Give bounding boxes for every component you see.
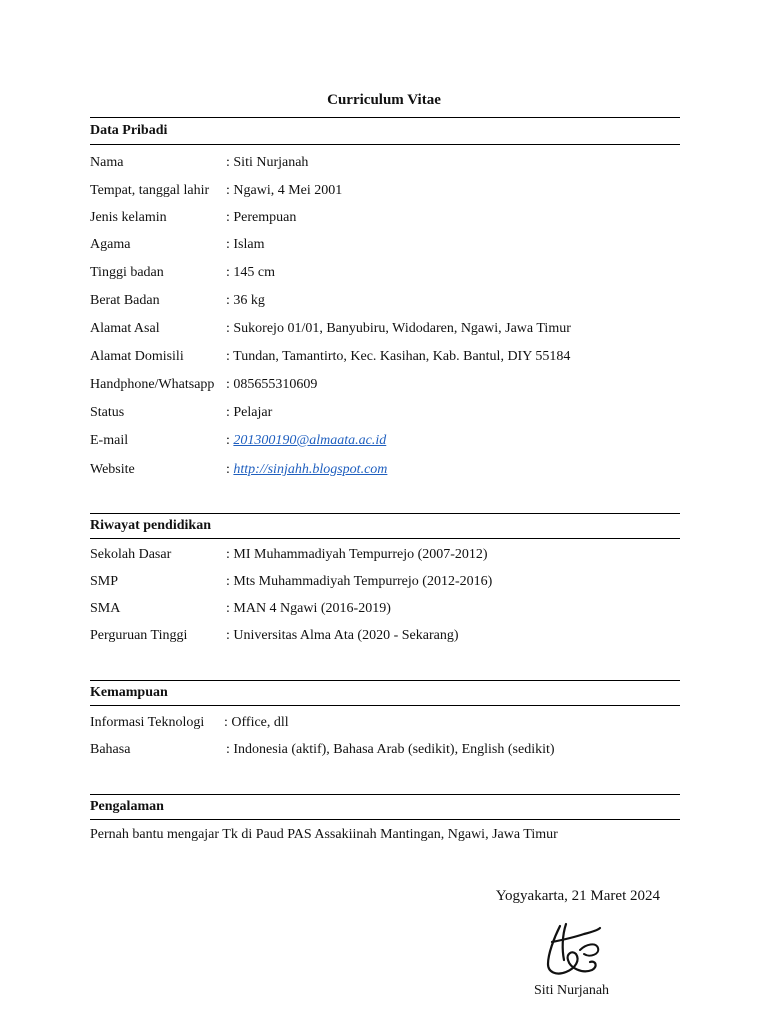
field-row-nama [90, 153, 680, 173]
field-label: Perguruan Tinggi [90, 628, 188, 643]
field-value: : Perempuan [226, 210, 297, 225]
field-row-website [90, 460, 680, 480]
field-row-jenis-kelamin [90, 208, 680, 228]
email-link[interactable]: 201300190@almaata.ac.id [233, 433, 387, 448]
field-value: : Indonesia (aktif), Bahasa Arab (sedikit), English (sedikit) [226, 742, 555, 757]
field-label: Alamat Asal [90, 321, 160, 336]
field-label: Bahasa [90, 742, 131, 757]
field-colon: : [226, 433, 234, 448]
place-and-date: Yogyakarta, 21 Maret 2024 [495, 888, 660, 904]
field-row-informasi-teknologi [90, 713, 680, 733]
field-label: E-mail [90, 433, 129, 448]
field-row-sma [90, 599, 680, 619]
field-label: Handphone/Whatsapp [90, 377, 215, 392]
field-value: : 145 cm [226, 265, 275, 280]
field-label: Tempat, tanggal lahir [90, 183, 210, 198]
field-colon: : [226, 462, 234, 477]
field-value: : MI Muhammadiyah Tempurrejo (2007-2012) [226, 547, 488, 562]
field-label: SMA [90, 601, 121, 616]
signature-image [540, 920, 606, 980]
field-row-alamat-domisili [90, 347, 680, 367]
field-value [226, 431, 386, 451]
field-row-tempat-tanggal-lahir [90, 181, 680, 201]
field-row-berat-badan [90, 291, 680, 311]
field-row-sekolah-dasar [90, 545, 680, 565]
field-value: : 36 kg [226, 293, 265, 308]
field-row-alamat-asal [90, 319, 680, 339]
section-heading-data-pribadi: Data Pribadi [90, 117, 680, 145]
section-heading-pengalaman: Pengalaman [90, 794, 680, 820]
field-value: : Pelajar [226, 405, 273, 420]
field-value [226, 460, 387, 480]
field-value: : Universitas Alma Ata (2020 - Sekarang) [226, 628, 459, 643]
field-label: Status [90, 405, 125, 420]
field-label: Alamat Domisili [90, 349, 184, 364]
field-value: : Tundan, Tamantirto, Kec. Kasihan, Kab. Bantul, DIY 55184 [226, 349, 571, 364]
website-link[interactable]: http://sinjahh.blogspot.com [233, 462, 388, 477]
field-row-tinggi-badan [90, 263, 680, 283]
field-label: Informasi Teknologi [90, 715, 205, 730]
signer-name: Siti Nurjanah [534, 983, 610, 998]
field-label: Jenis kelamin [90, 210, 167, 225]
field-label: Nama [90, 155, 124, 170]
field-value: : Siti Nurjanah [226, 155, 309, 170]
field-value: : Ngawi, 4 Mei 2001 [226, 183, 343, 198]
field-row-bahasa [90, 740, 680, 760]
field-label: Agama [90, 237, 131, 252]
field-value: : Sukorejo 01/01, Banyubiru, Widodaren, Ngawi, Jawa Timur [226, 321, 571, 336]
field-row-agama [90, 235, 680, 255]
field-value: : Islam [226, 237, 265, 252]
field-label: Tinggi badan [90, 265, 164, 280]
field-value: : 085655310609 [226, 377, 318, 392]
document-title: Curriculum Vitae [327, 92, 441, 108]
field-row-email [90, 431, 680, 451]
section-heading-riwayat-pendidikan: Riwayat pendidikan [90, 513, 680, 539]
field-row-perguruan-tinggi [90, 626, 680, 646]
field-row-smp [90, 572, 680, 592]
section-heading-kemampuan: Kemampuan [90, 680, 680, 706]
field-row-status [90, 403, 680, 423]
field-value: : MAN 4 Ngawi (2016-2019) [226, 601, 391, 616]
field-label: Website [90, 462, 135, 477]
field-value: : Mts Muhammadiyah Tempurrejo (2012-2016) [226, 574, 493, 589]
field-label: Sekolah Dasar [90, 547, 172, 562]
field-label: Berat Badan [90, 293, 160, 308]
field-label: SMP [90, 574, 119, 589]
field-row-handphone [90, 375, 680, 395]
experience-text: Pernah bantu mengajar Tk di Paud PAS Assakiinah Mantingan, Ngawi, Jawa Timur [90, 827, 558, 842]
field-value: : Office, dll [224, 715, 289, 730]
